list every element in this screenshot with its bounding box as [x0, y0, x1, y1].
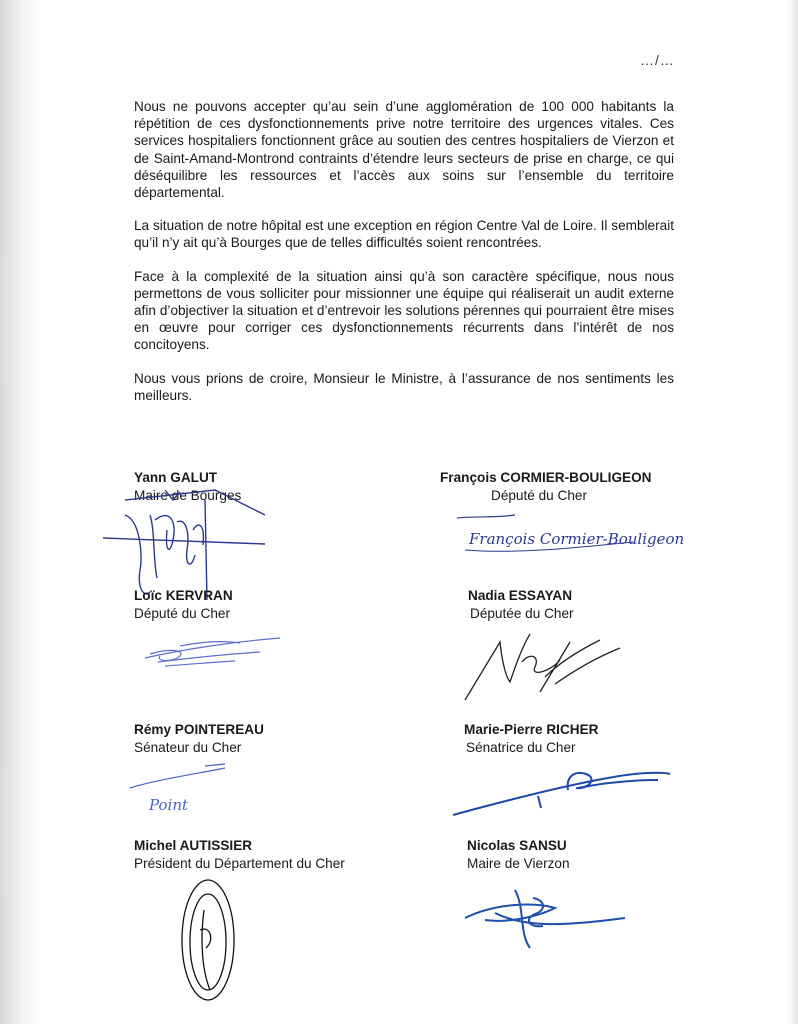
signatory-title: Députée du Cher: [470, 606, 574, 621]
letter-body: [134, 98, 674, 420]
signature-script: Point: [149, 796, 189, 814]
paragraph: Face à la complexité de la situation ainsi qu’à son caractère spécifique, nous nous permettons de vous solliciter pour missionner une équipe qui réaliserait un audit externe afin d’objectiver la situation et d’entrevoir les solutions pérennes qui pourraient être mises en œuvre pour corriger ces dysfonctionnements récurrents dans l’intérêt de nos concitoyens.: [134, 268, 674, 353]
signatory-name: Loïc KERVRAN: [134, 588, 233, 603]
signature-richer: [448, 760, 678, 820]
signatory-name: Nadia ESSAYAN: [468, 588, 573, 603]
signatory-title: Maire de Vierzon: [467, 856, 570, 871]
signatory-name: Rémy POINTEREAU: [134, 722, 264, 737]
signatory-title: Sénateur du Cher: [134, 740, 242, 755]
signatory-title: Président du Département du Cher: [134, 856, 345, 871]
continuation-mark: …/…: [640, 52, 675, 68]
signatory-title: Député du Cher: [491, 488, 587, 503]
signature-essayan: [460, 622, 630, 707]
signatory-name: Nicolas SANSU: [467, 838, 567, 853]
signatory-name: Yann GALUT: [134, 470, 218, 485]
paragraph: Nous ne pouvons accepter qu’au sein d’une agglomération de 100 000 habitants la répétition de ces dysfonctionnements prive notre territoire des urgences vitales. Ces services hospitaliers fonctionnent grâce au soutien des centres hospitaliers de Vierzon et de Saint-Amand-Montrond contraints d’étendre leurs secteurs de prise en charge, ce qui déséquilibre les ressources et l’accès aux soins sur l’ensemble du territoire départemental.: [134, 99, 674, 201]
signature-script: François Cormier-Bouligeon: [469, 530, 685, 548]
signature-kervran: [140, 628, 290, 678]
page-edge-shadow-right: [786, 0, 798, 1024]
paragraph: La situation de notre hôpital est une exception en région Centre Val de Loire. Il semblerait qu’il n’y ait qu’à Bourges que de telles difficultés soient rencontrées.: [134, 218, 674, 251]
page-edge-shadow: [0, 0, 40, 1024]
signatory-title: Sénatrice du Cher: [466, 740, 576, 755]
closing-paragraph: Nous vous prions de croire, Monsieur le Ministre, à l’assurance de nos sentiments les meilleurs.: [134, 370, 674, 403]
signatory-title: Maire de Bourges: [134, 488, 242, 503]
signature-cormier-bouligeon: [455, 510, 685, 560]
signatory-name: François CORMIER-BOULIGEON: [440, 470, 652, 485]
signature-autissier: [170, 870, 250, 1010]
signatory-name: Michel AUTISSIER: [134, 838, 253, 853]
signatory-name: Marie-Pierre RICHER: [464, 722, 599, 737]
signature-sansu: [455, 878, 635, 958]
signature-pointereau: [125, 760, 245, 820]
signatory-title: Député du Cher: [134, 606, 230, 621]
